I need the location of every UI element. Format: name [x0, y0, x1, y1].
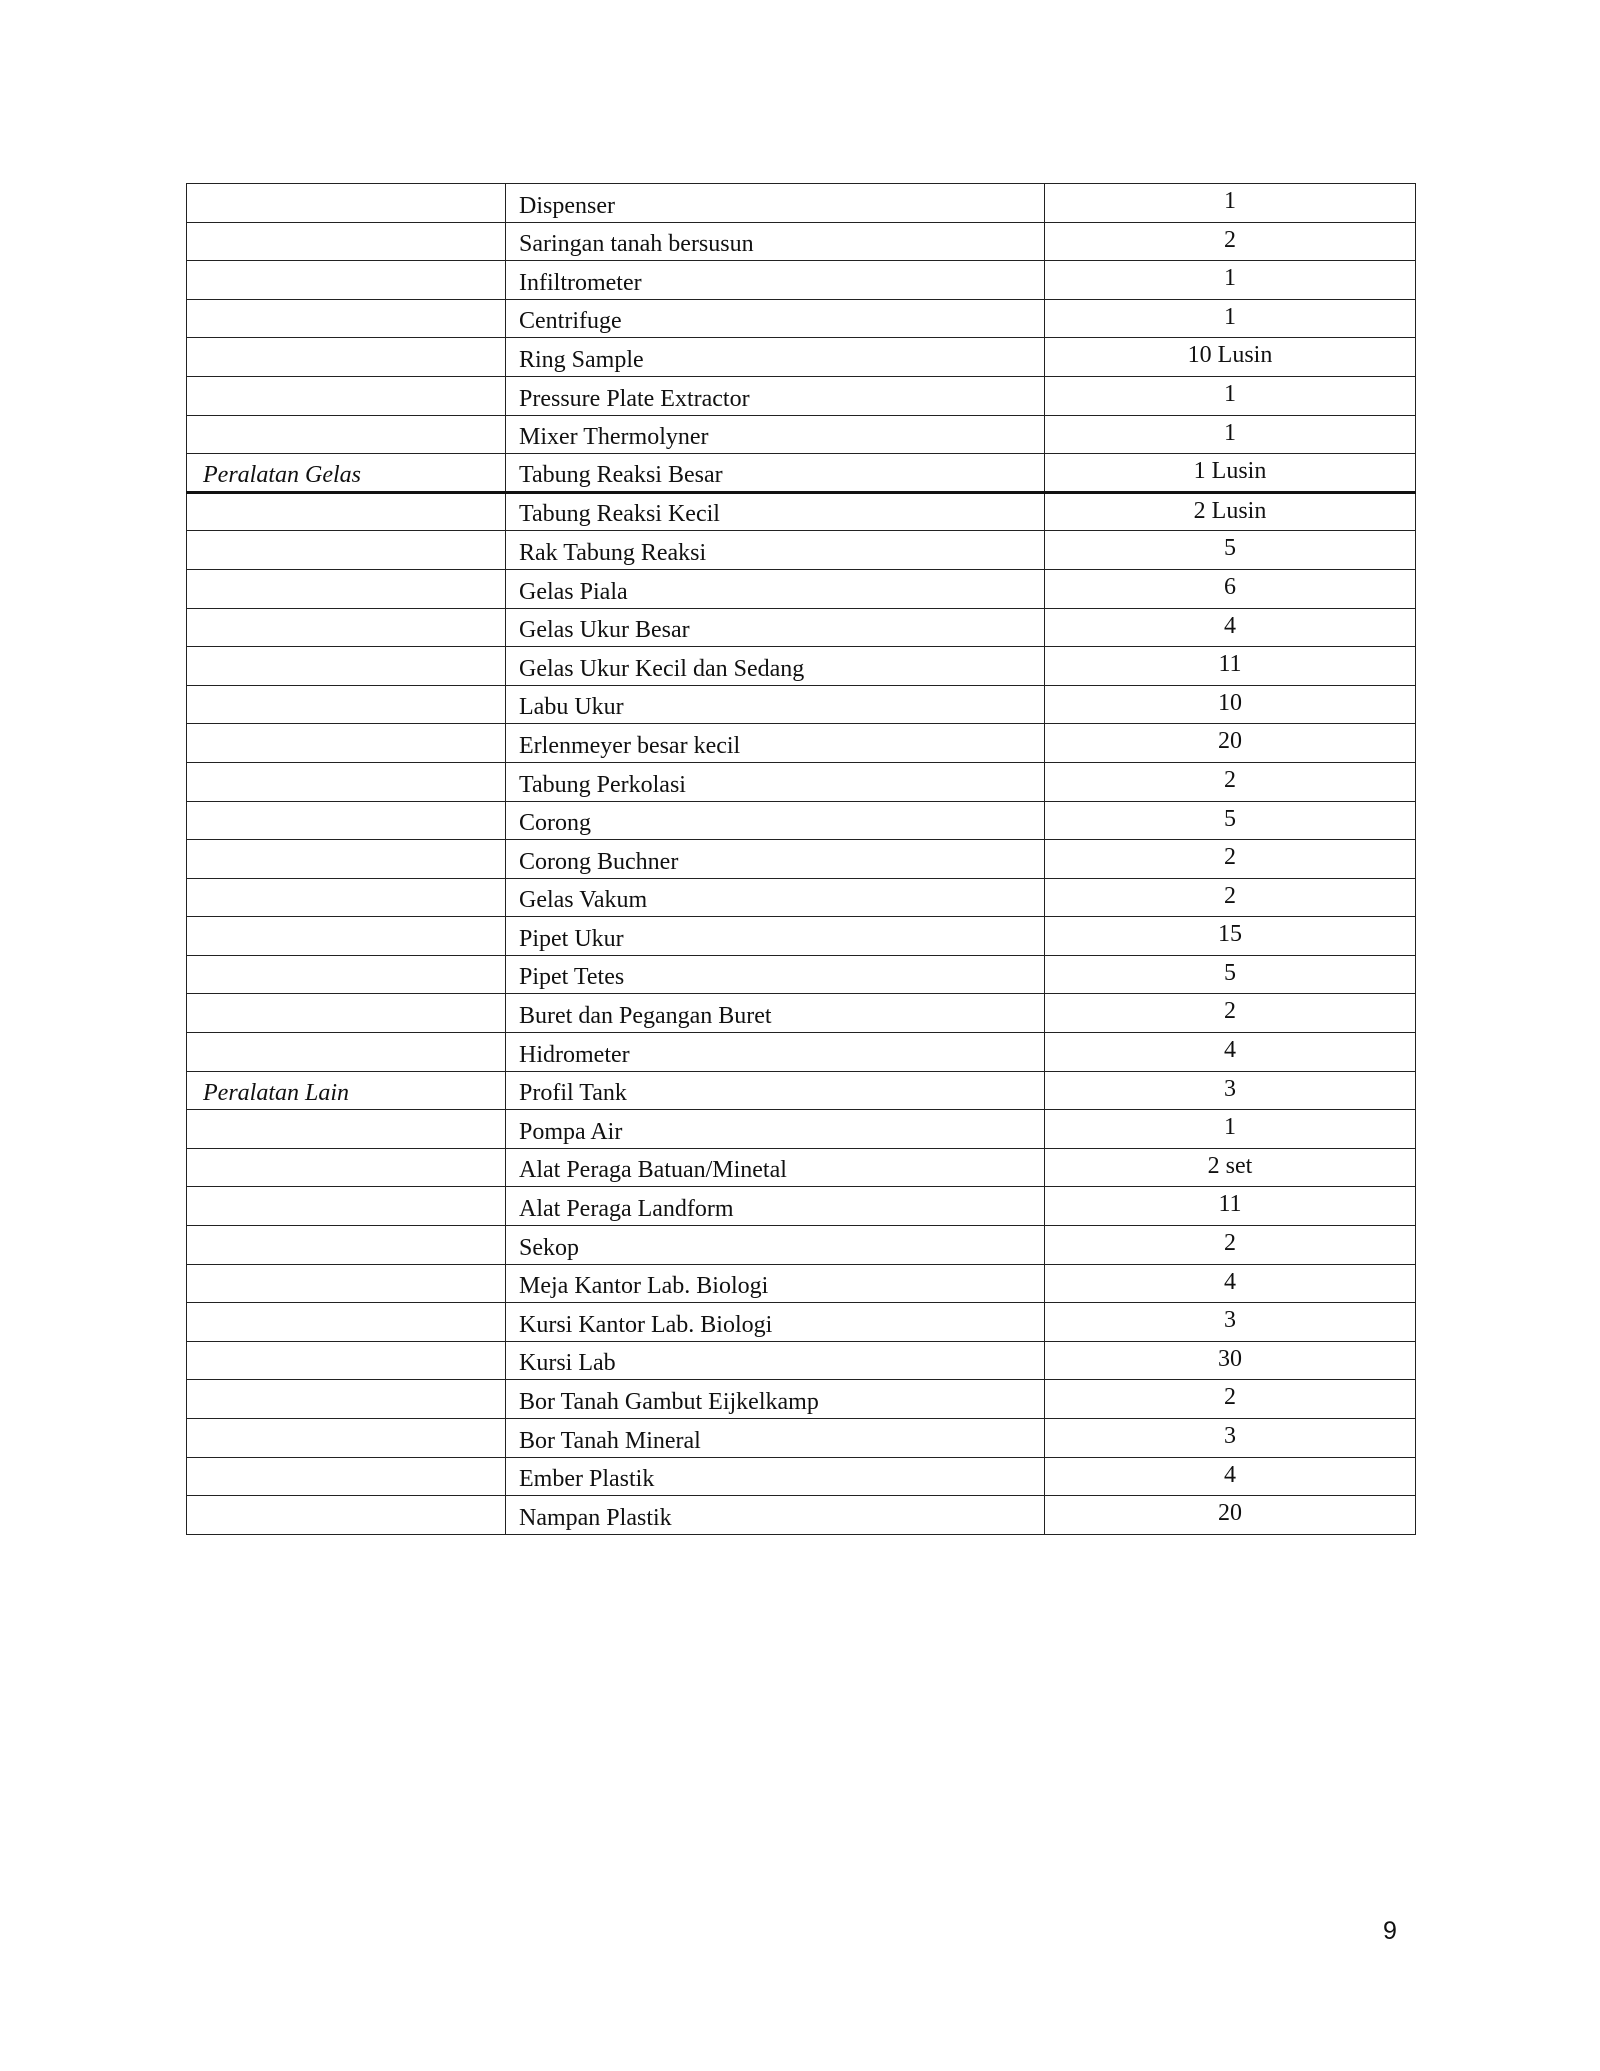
quantity-cell: 11: [1045, 647, 1416, 686]
quantity-cell: 30: [1045, 1341, 1416, 1380]
table-row: [187, 1264, 1416, 1303]
item-name-cell: Gelas Ukur Besar: [506, 608, 1045, 647]
item-name-cell: Tabung Reaksi Besar: [506, 454, 1045, 493]
table-row: [187, 1380, 1416, 1419]
item-name-cell: Corong: [506, 801, 1045, 840]
quantity-cell: 15: [1045, 917, 1416, 956]
item-name-cell: Centrifuge: [506, 299, 1045, 338]
quantity-cell: 10: [1045, 685, 1416, 724]
category-cell: [187, 1419, 506, 1458]
category-cell: [187, 1380, 506, 1419]
table-row: [187, 376, 1416, 415]
item-name-cell: Tabung Perkolasi: [506, 762, 1045, 801]
item-name-cell: Ember Plastik: [506, 1457, 1045, 1496]
category-cell: Peralatan Lain: [187, 1071, 506, 1110]
table-row: [187, 1071, 1416, 1110]
item-name-cell: Meja Kantor Lab. Biologi: [506, 1264, 1045, 1303]
quantity-cell: 10 Lusin: [1045, 338, 1416, 377]
category-cell: [187, 878, 506, 917]
category-cell: [187, 724, 506, 763]
table-row: [187, 222, 1416, 261]
table-row: [187, 878, 1416, 917]
quantity-cell: 4: [1045, 1264, 1416, 1303]
item-name-cell: Tabung Reaksi Kecil: [506, 492, 1045, 531]
item-name-cell: Bor Tanah Gambut Eijkelkamp: [506, 1380, 1045, 1419]
category-cell: [187, 415, 506, 454]
quantity-cell: 1: [1045, 261, 1416, 300]
quantity-cell: 1: [1045, 376, 1416, 415]
quantity-cell: 2: [1045, 840, 1416, 879]
table-row: [187, 1341, 1416, 1380]
item-name-cell: Labu Ukur: [506, 685, 1045, 724]
table-row: [187, 801, 1416, 840]
category-cell: [187, 955, 506, 994]
category-cell: [187, 1033, 506, 1072]
item-name-cell: Alat Peraga Batuan/Minetal: [506, 1148, 1045, 1187]
item-name-cell: Pipet Tetes: [506, 955, 1045, 994]
category-cell: [187, 1496, 506, 1535]
table-row: [187, 917, 1416, 956]
item-name-cell: Profil Tank: [506, 1071, 1045, 1110]
table-row: [187, 531, 1416, 570]
item-name-cell: Pompa Air: [506, 1110, 1045, 1149]
category-cell: [187, 338, 506, 377]
quantity-cell: 2: [1045, 1380, 1416, 1419]
item-name-cell: Sekop: [506, 1226, 1045, 1265]
category-cell: [187, 917, 506, 956]
quantity-cell: 1: [1045, 1110, 1416, 1149]
table-row: [187, 1496, 1416, 1535]
item-name-cell: Gelas Vakum: [506, 878, 1045, 917]
table-row: [187, 685, 1416, 724]
quantity-cell: 1 Lusin: [1045, 454, 1416, 493]
item-name-cell: Alat Peraga Landform: [506, 1187, 1045, 1226]
item-name-cell: Kursi Kantor Lab. Biologi: [506, 1303, 1045, 1342]
table-row: [187, 1033, 1416, 1072]
quantity-cell: 5: [1045, 801, 1416, 840]
category-cell: [187, 685, 506, 724]
item-name-cell: Kursi Lab: [506, 1341, 1045, 1380]
quantity-cell: 3: [1045, 1303, 1416, 1342]
category-cell: Peralatan Gelas: [187, 454, 506, 493]
item-name-cell: Hidrometer: [506, 1033, 1045, 1072]
category-cell: [187, 762, 506, 801]
item-name-cell: Gelas Piala: [506, 569, 1045, 608]
table-row: [187, 492, 1416, 531]
quantity-cell: 20: [1045, 1496, 1416, 1535]
table-row: [187, 724, 1416, 763]
category-cell: [187, 1110, 506, 1149]
quantity-cell: 3: [1045, 1071, 1416, 1110]
quantity-cell: 3: [1045, 1419, 1416, 1458]
quantity-cell: 2: [1045, 222, 1416, 261]
quantity-cell: 2: [1045, 1226, 1416, 1265]
item-name-cell: Mixer Thermolyner: [506, 415, 1045, 454]
table-row: [187, 1110, 1416, 1149]
category-cell: [187, 647, 506, 686]
table-row: [187, 299, 1416, 338]
table-row: [187, 338, 1416, 377]
item-name-cell: Dispenser: [506, 184, 1045, 223]
table-row: [187, 1148, 1416, 1187]
category-cell: [187, 1226, 506, 1265]
table-row: [187, 415, 1416, 454]
item-name-cell: Pipet Ukur: [506, 917, 1045, 956]
category-cell: [187, 261, 506, 300]
category-cell: [187, 1303, 506, 1342]
category-cell: [187, 1341, 506, 1380]
item-name-cell: Bor Tanah Mineral: [506, 1419, 1045, 1458]
quantity-cell: 1: [1045, 184, 1416, 223]
category-cell: [187, 376, 506, 415]
item-name-cell: Infiltrometer: [506, 261, 1045, 300]
category-cell: [187, 801, 506, 840]
table-row: [187, 994, 1416, 1033]
quantity-cell: 2: [1045, 878, 1416, 917]
category-cell: [187, 184, 506, 223]
category-cell: [187, 492, 506, 531]
table-row: [187, 647, 1416, 686]
quantity-cell: 6: [1045, 569, 1416, 608]
quantity-cell: 1: [1045, 299, 1416, 338]
table-row: [187, 608, 1416, 647]
quantity-cell: 2: [1045, 762, 1416, 801]
quantity-cell: 4: [1045, 1033, 1416, 1072]
quantity-cell: 20: [1045, 724, 1416, 763]
page-number: 9: [1383, 1917, 1397, 1945]
item-name-cell: Pressure Plate Extractor: [506, 376, 1045, 415]
table-row: [187, 1187, 1416, 1226]
table-row: [187, 1419, 1416, 1458]
category-cell: [187, 569, 506, 608]
quantity-cell: 2 set: [1045, 1148, 1416, 1187]
item-name-cell: Gelas Ukur Kecil dan Sedang: [506, 647, 1045, 686]
category-cell: [187, 1457, 506, 1496]
quantity-cell: 4: [1045, 608, 1416, 647]
table-row: [187, 184, 1416, 223]
item-name-cell: Erlenmeyer besar kecil: [506, 724, 1045, 763]
item-name-cell: Corong Buchner: [506, 840, 1045, 879]
category-cell: [187, 1148, 506, 1187]
category-cell: [187, 608, 506, 647]
category-cell: [187, 994, 506, 1033]
table-row: [187, 955, 1416, 994]
table-row: [187, 569, 1416, 608]
quantity-cell: 5: [1045, 955, 1416, 994]
quantity-cell: 2: [1045, 994, 1416, 1033]
category-cell: [187, 1264, 506, 1303]
item-name-cell: Saringan tanah bersusun: [506, 222, 1045, 261]
category-cell: [187, 531, 506, 570]
category-cell: [187, 840, 506, 879]
quantity-cell: 4: [1045, 1457, 1416, 1496]
table-row: [187, 1303, 1416, 1342]
item-name-cell: Nampan Plastik: [506, 1496, 1045, 1535]
category-cell: [187, 222, 506, 261]
table-row: [187, 762, 1416, 801]
category-cell: [187, 299, 506, 338]
table-row: [187, 1226, 1416, 1265]
quantity-cell: 11: [1045, 1187, 1416, 1226]
category-cell: [187, 1187, 506, 1226]
item-name-cell: Rak Tabung Reaksi: [506, 531, 1045, 570]
table-row: [187, 454, 1416, 493]
quantity-cell: 2 Lusin: [1045, 492, 1416, 531]
quantity-cell: 1: [1045, 415, 1416, 454]
quantity-cell: 5: [1045, 531, 1416, 570]
item-name-cell: Ring Sample: [506, 338, 1045, 377]
table-row: [187, 1457, 1416, 1496]
table-row: [187, 840, 1416, 879]
item-name-cell: Buret dan Pegangan Buret: [506, 994, 1045, 1033]
table-row: [187, 261, 1416, 300]
inventory-table-body: [187, 184, 1416, 1535]
inventory-table: [186, 183, 1416, 1535]
